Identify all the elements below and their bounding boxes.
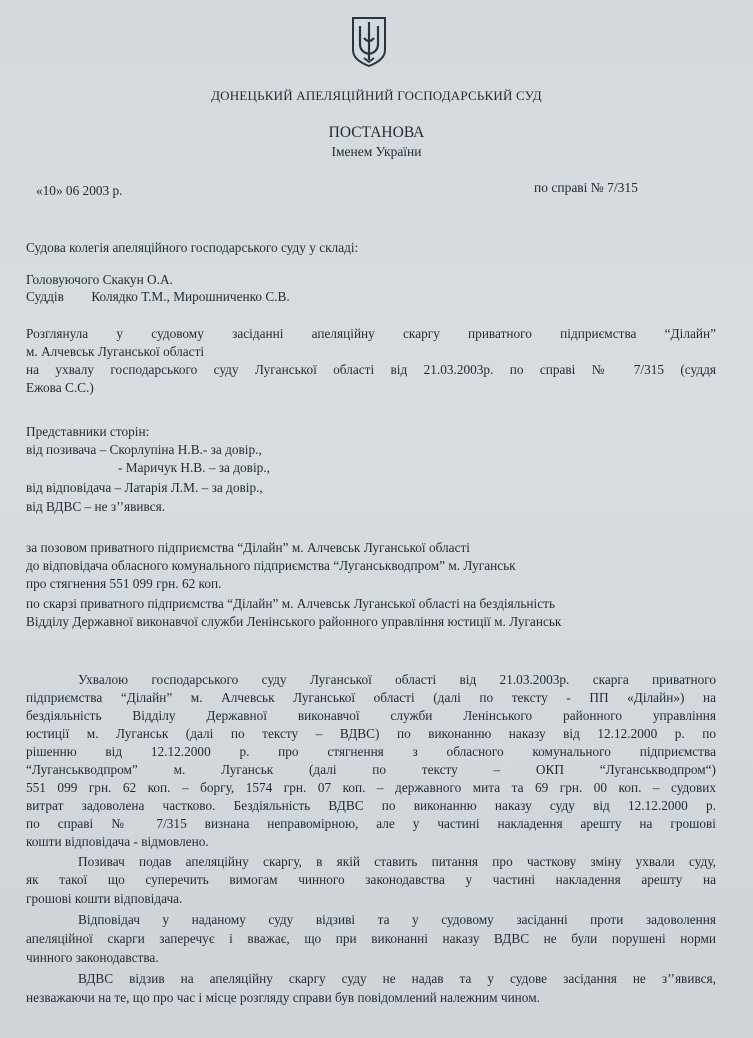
body-line: незважаючи на те, що про час і місце розгляду справи був повідомлений належним чином.	[26, 990, 540, 1005]
body-line: кошти відповідача - відмовлено.	[26, 834, 209, 849]
body-line: рішенню від 12.12.2000 р. про стягнення з обласного комунального підприємства	[26, 744, 716, 759]
considered-line: м. Алчевськ Луганської області	[26, 344, 205, 359]
claim-line: про стягнення 551 099 грн. 62 коп.	[26, 576, 222, 591]
judges-names: Колядко Т.М., Мирошниченко С.В.	[91, 289, 290, 304]
representative-line: від відповідача – Латарія Л.М. – за довір.,	[26, 480, 263, 495]
body-line: підприємства “Ділайн” м. Алчевськ Луганської області (далі по тексту - ПП «Ділайн») на	[26, 690, 716, 705]
body-line: юстиції м. Луганськ (далі по тексту – ВДВС) по виконанню наказу від 12.12.2000 р. по	[26, 726, 716, 741]
trident-emblem-icon	[349, 14, 389, 68]
body-line: чинного законодавства.	[26, 950, 159, 965]
representative-line: від позивача – Скорлупіна Н.В.- за довір.,	[26, 442, 262, 457]
considered-line: Розглянула у судовому засіданні апеляційну скаргу приватного підприємства “Ділайн”	[26, 326, 716, 341]
body-line: апеляційної скарги заперечує і вважає, що при виконанні наказу ВДВС не були порушені норми	[26, 931, 716, 946]
body-line: бездіяльність Відділу Державної виконавчої служби Ленінського районного управління	[26, 708, 716, 723]
body-line: Ухвалою господарського суду Луганської області від 21.03.2003р. скарга приватного	[78, 672, 716, 687]
panel-intro: Судова колегія апеляційного господарського суду у складі:	[26, 240, 359, 255]
body-line: грошові кошти відповідача.	[26, 891, 183, 906]
body-line: 551 099 грн. 62 коп. – боргу, 1574 грн. 07 коп. – державного мита та 69 грн. 00 коп. – судових	[26, 780, 716, 795]
claim-line: Відділу Державної виконавчої служби Ленінського районного управління юстиції м. Луганськ	[26, 614, 562, 629]
presiding-judge	[26, 272, 173, 288]
body-line: витрат задоволена частково. Бездіяльність ВДВС по виконанню наказу суду від 12.12.2000 р.	[26, 798, 716, 813]
document-subtitle: Іменем України	[331, 144, 422, 159]
body-line: “Луганськводпром” м. Луганськ (далі по тексту – ОКП “Луганськводпром“)	[26, 762, 716, 777]
representative-line: - Маричук Н.В. – за довір.,	[118, 460, 270, 475]
considered-line: Ежова С.С.)	[26, 380, 94, 395]
case-number: по справі № 7/315	[534, 180, 638, 195]
representative-line: від ВДВС – не з’’явився.	[26, 499, 166, 514]
presiding-name: Скакун О.А.	[102, 272, 173, 287]
presiding-label: Головуючого	[26, 272, 100, 287]
panel-judges	[26, 289, 290, 305]
considered-line: на ухвалу господарського суду Луганської області від 21.03.2003р. по справі № 7/315 (суддя	[26, 362, 716, 377]
court-name: ДОНЕЦЬКИЙ АПЕЛЯЦІЙНИЙ ГОСПОДАРСЬКИЙ СУД	[211, 88, 542, 103]
judges-label: Суддів	[26, 289, 64, 304]
body-line: Позивач подав апеляційну скаргу, в якій ставить питання про часткову зміну ухвали суду,	[78, 854, 716, 869]
document-title: ПОСТАНОВА	[328, 124, 425, 141]
claim-line: до відповідача обласного комунального підприємства “Луганськводпром” м. Луганськ	[26, 558, 516, 573]
claim-line: за позовом приватного підприємства “Ділайн” м. Алчевськ Луганської області	[26, 540, 470, 555]
document-date: «10» 06 2003 р.	[36, 183, 123, 198]
body-line: як такої що суперечить вимогам чинного законодавства у частині накладення арешту на	[26, 872, 716, 887]
body-line: ВДВС відзив на апеляційну скаргу суду не надав та у судове засідання не з’’явився,	[78, 971, 716, 986]
body-line: Відповідач у наданому суду відзиві та у судовому засіданні проти задоволення	[78, 912, 716, 927]
claim-line: по скарзі приватного підприємства “Ділайн” м. Алчевськ Луганської області на бездіяльність	[26, 596, 556, 611]
representatives-heading: Представники сторін:	[26, 424, 150, 439]
body-line: по справі № 7/315 визнана неправомірною, але у частині накладення арешту на грошові	[26, 816, 716, 831]
